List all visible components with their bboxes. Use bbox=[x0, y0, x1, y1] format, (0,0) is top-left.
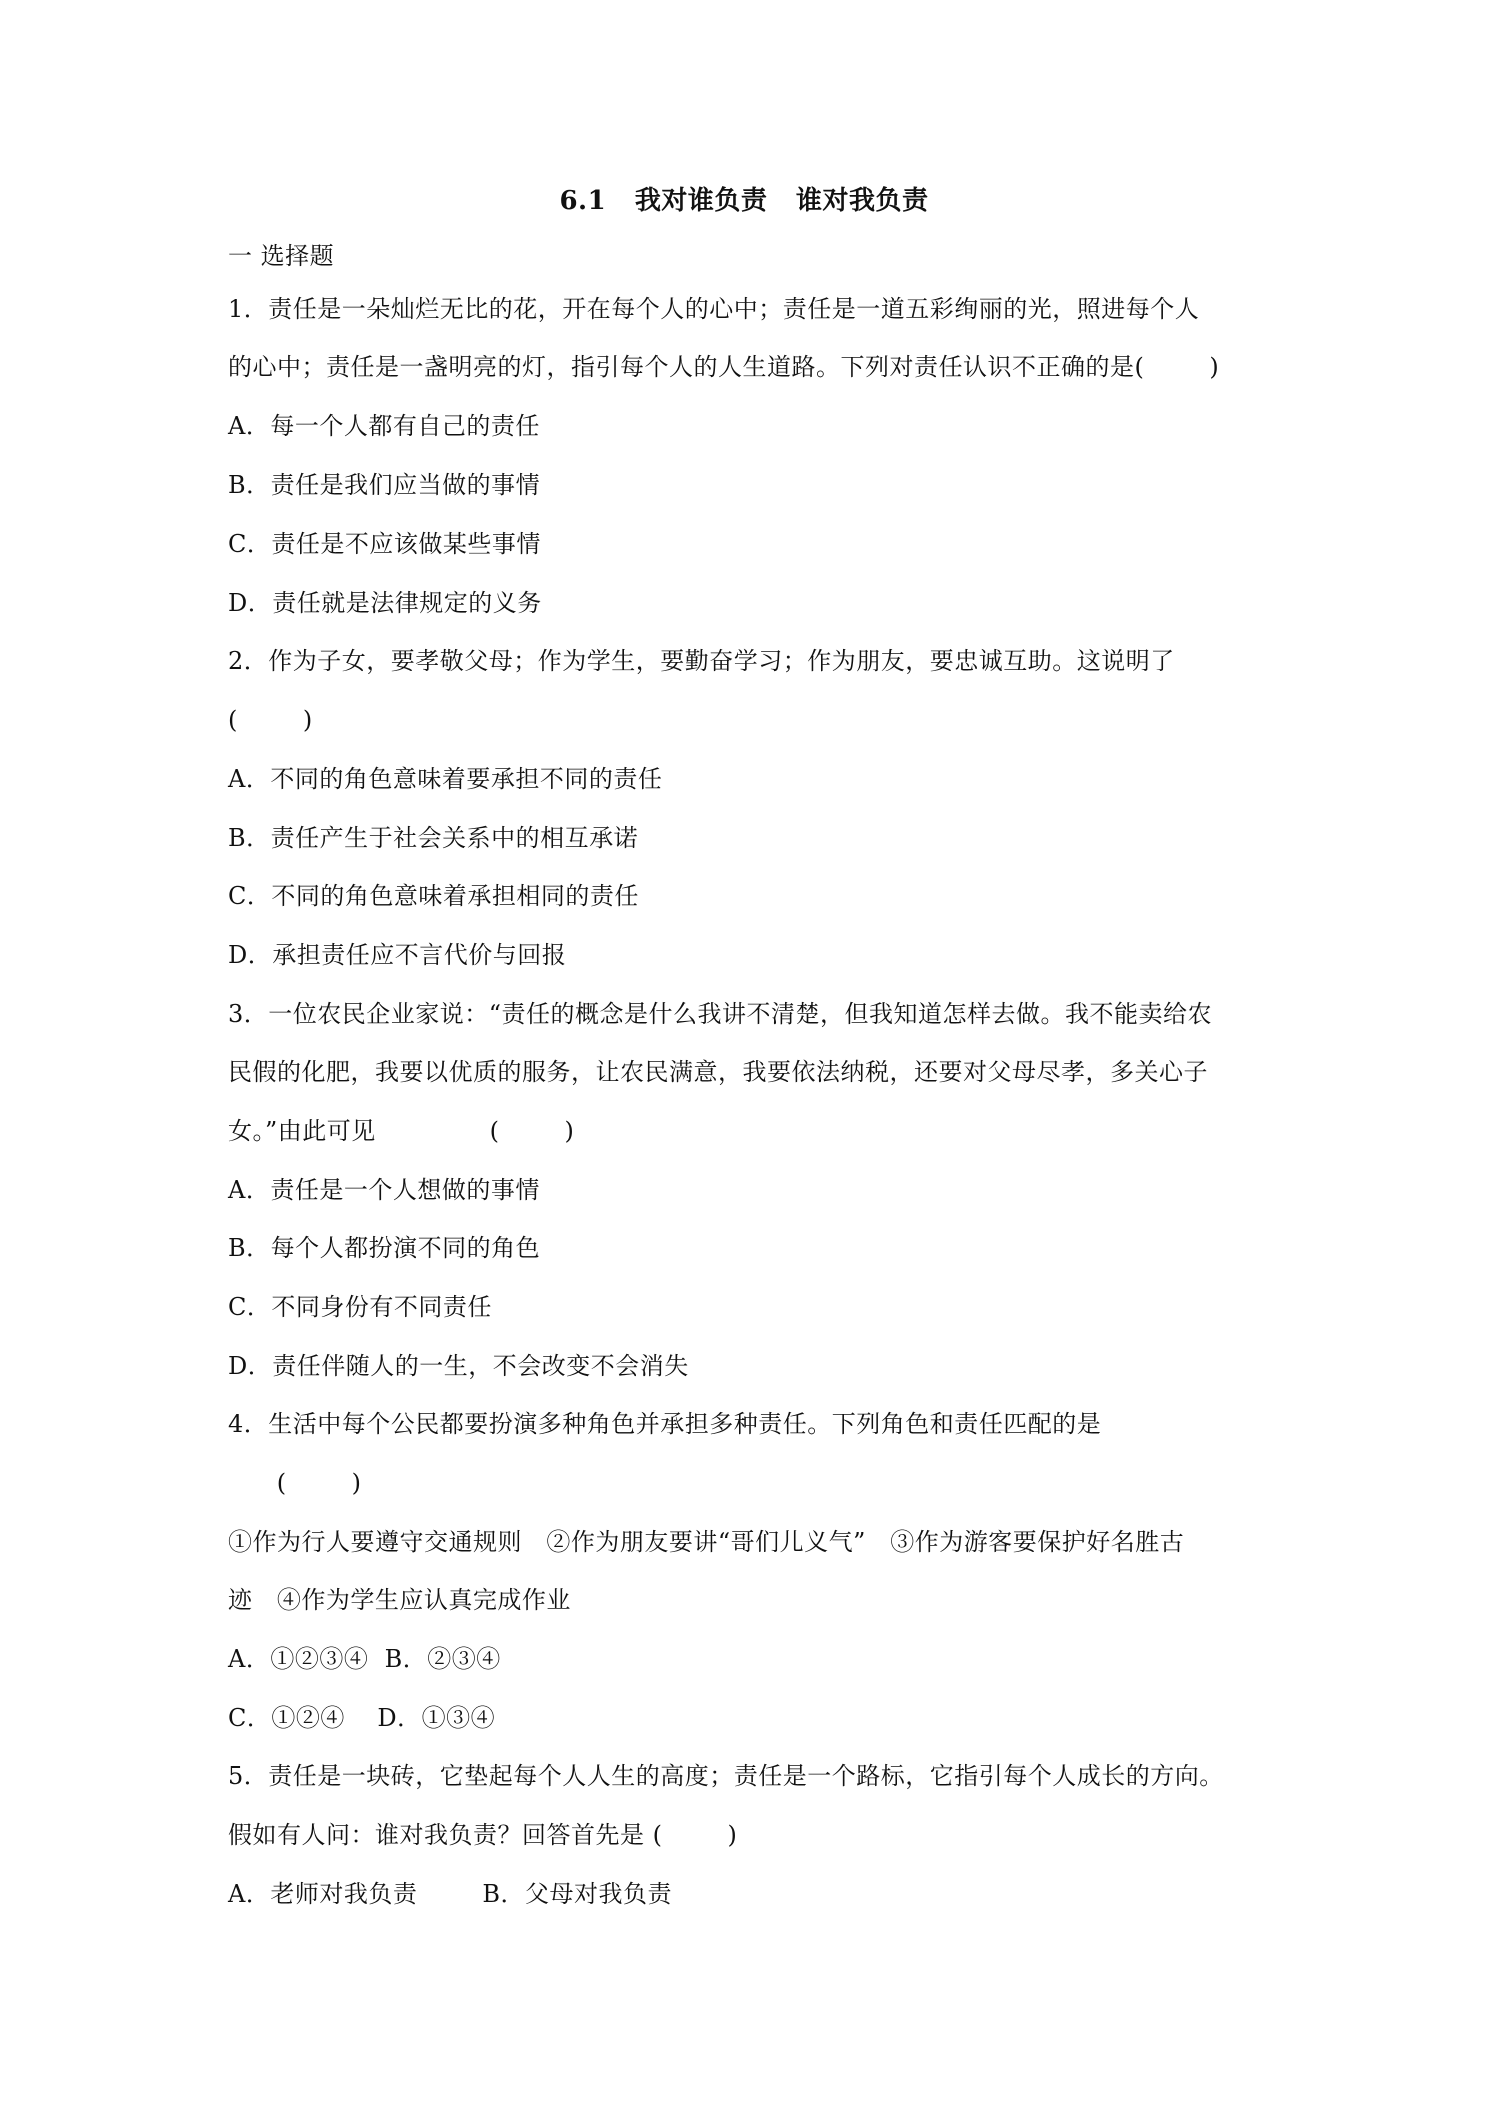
q3-stem-line-2: 民假的化肥，我要以优质的服务，让农民满意，我要依法纳税，还要对父母尽孝，多关心子 bbox=[228, 1058, 1208, 1086]
q2-option-a: A．不同的角色意味着要承担不同的责任 bbox=[228, 765, 663, 793]
q5-stem-line-2: 假如有人问：谁对我负责？回答首先是 ( ) bbox=[228, 1821, 738, 1849]
q4-statements-line-1: ①作为行人要遵守交通规则 ②作为朋友要讲“哥们儿义气” ③作为游客要保护好名胜古 bbox=[228, 1528, 1185, 1556]
q1-stem-line-1: 1．责任是一朵灿烂无比的花，开在每个人的心中；责任是一道五彩绚丽的光，照进每个人 bbox=[228, 295, 1200, 323]
q1-stem-line-2: 的心中；责任是一盏明亮的灯，指引每个人的人生道路。下列对责任认识不正确的是( ) bbox=[228, 353, 1220, 381]
q3-option-d: D．责任伴随人的一生，不会改变不会消失 bbox=[228, 1352, 689, 1380]
q4-statements-line-2: 迹 ④作为学生应认真完成作业 bbox=[228, 1586, 571, 1614]
q4-stem-line-2: ( ) bbox=[228, 1469, 362, 1497]
q3-option-c: C．不同身份有不同责任 bbox=[228, 1293, 492, 1321]
q4-options-cd: C．①②④ D．①③④ bbox=[228, 1704, 496, 1732]
q2-option-b: B．责任产生于社会关系中的相互承诺 bbox=[228, 824, 639, 852]
q2-option-c: C．不同的角色意味着承担相同的责任 bbox=[228, 882, 639, 910]
q5-stem-line-1: 5．责任是一块砖，它垫起每个人人生的高度；责任是一个路标，它指引每个人成长的方向。 bbox=[228, 1762, 1224, 1790]
q3-option-b: B．每个人都扮演不同的角色 bbox=[228, 1234, 541, 1262]
q4-options-ab: A．①②③④ B．②③④ bbox=[228, 1645, 501, 1673]
q3-option-a: A．责任是一个人想做的事情 bbox=[228, 1176, 540, 1204]
q1-option-a: A．每一个人都有自己的责任 bbox=[228, 412, 540, 440]
q5-options-ab: A．老师对我负责 B．父母对我负责 bbox=[228, 1880, 672, 1908]
section-heading: 一 选择题 bbox=[228, 242, 335, 270]
q1-option-b: B．责任是我们应当做的事情 bbox=[228, 471, 541, 499]
q2-stem-line-1: 2．作为子女，要孝敬父母；作为学生，要勤奋学习；作为朋友，要忠诚互助。这说明了 bbox=[228, 647, 1175, 675]
q3-stem-line-3: 女。”由此可见 ( ) bbox=[228, 1117, 575, 1145]
page-title: 6.1 我对谁负责 谁对我负责 bbox=[559, 186, 929, 216]
q2-stem-line-2: ( ) bbox=[228, 706, 313, 734]
q4-stem-line-1: 4．生活中每个公民都要扮演多种角色并承担多种责任。下列角色和责任匹配的是 bbox=[228, 1410, 1102, 1438]
q1-option-c: C．责任是不应该做某些事情 bbox=[228, 530, 541, 558]
q2-option-d: D．承担责任应不言代价与回报 bbox=[228, 941, 567, 969]
q1-option-d: D．责任就是法律规定的义务 bbox=[228, 589, 542, 617]
q3-stem-line-1: 3．一位农民企业家说：“责任的概念是什么我讲不清楚，但我知道怎样去做。我不能卖给农 bbox=[228, 1000, 1213, 1028]
